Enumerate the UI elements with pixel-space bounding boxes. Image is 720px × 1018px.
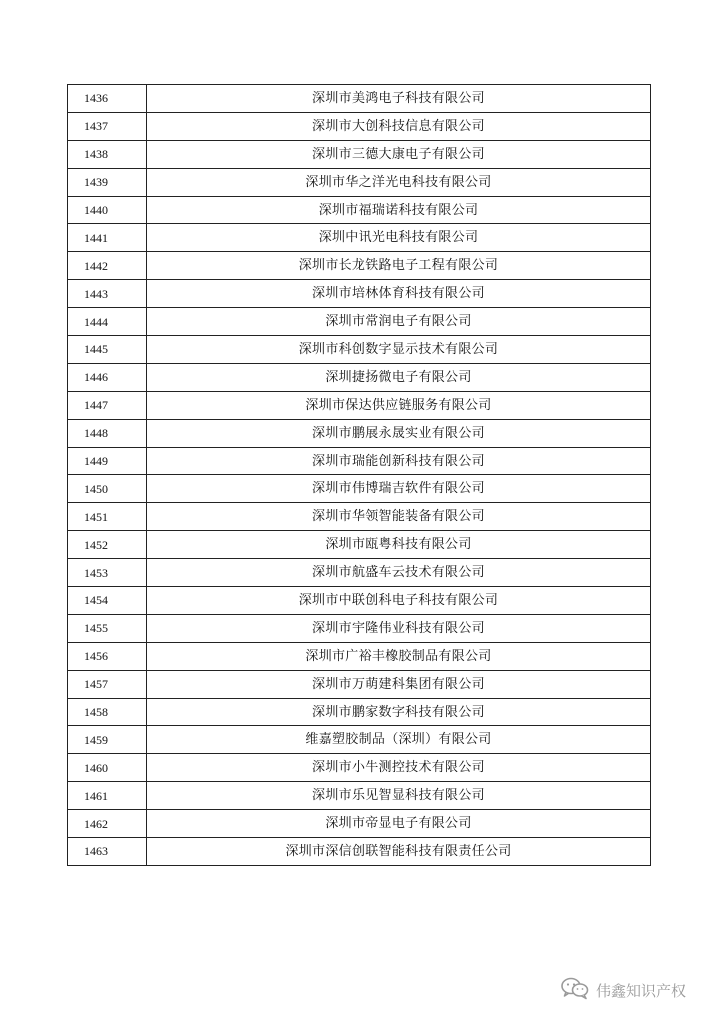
company-name: 深圳市伟博瑞吉软件有限公司 [147,475,651,503]
row-number: 1461 [68,782,147,810]
table-row [68,838,651,866]
company-name: 深圳市瓯粤科技有限公司 [147,531,651,559]
table-row [68,559,651,587]
table-row [68,280,651,308]
company-name: 深圳市帝显电子有限公司 [147,810,651,838]
row-number: 1456 [68,642,147,670]
row-number: 1443 [68,280,147,308]
table-row [68,252,651,280]
company-name: 深圳市华领智能装备有限公司 [147,503,651,531]
company-name: 深圳市华之洋光电科技有限公司 [147,168,651,196]
table-row [68,112,651,140]
row-number: 1449 [68,447,147,475]
row-number: 1451 [68,503,147,531]
row-number: 1460 [68,754,147,782]
company-name: 深圳市小牛测控技术有限公司 [147,754,651,782]
company-name: 深圳市中联创科电子科技有限公司 [147,587,651,615]
row-number: 1463 [68,838,147,866]
table-row [68,224,651,252]
row-number: 1462 [68,810,147,838]
row-number: 1448 [68,419,147,447]
watermark-text: 伟鑫知识产权 [596,981,687,1000]
company-name: 深圳市美鸿电子科技有限公司 [147,85,651,113]
table-row [68,754,651,782]
row-number: 1453 [68,559,147,587]
row-number: 1438 [68,140,147,168]
table-row [68,587,651,615]
row-number: 1446 [68,363,147,391]
row-number: 1442 [68,252,147,280]
row-number: 1440 [68,196,147,224]
table-row [68,85,651,113]
row-number: 1454 [68,587,147,615]
row-number: 1444 [68,308,147,336]
wechat-icon [560,976,590,1004]
row-number: 1441 [68,224,147,252]
table-row [68,782,651,810]
table-row [68,140,651,168]
company-name: 深圳中讯光电科技有限公司 [147,224,651,252]
company-name: 深圳市乐见智显科技有限公司 [147,782,651,810]
company-name: 深圳市长龙铁路电子工程有限公司 [147,252,651,280]
watermark [560,976,686,1004]
row-number: 1452 [68,531,147,559]
company-name: 深圳市大创科技信息有限公司 [147,112,651,140]
table-row [68,614,651,642]
table-row [68,810,651,838]
company-name: 深圳市深信创联智能科技有限责任公司 [147,838,651,866]
row-number: 1445 [68,336,147,364]
table-row [68,308,651,336]
row-number: 1457 [68,670,147,698]
table-row [68,503,651,531]
table-row [68,196,651,224]
table-row [68,391,651,419]
company-name: 深圳市保达供应链服务有限公司 [147,391,651,419]
company-list-table [67,84,651,866]
row-number: 1455 [68,614,147,642]
company-name: 深圳市福瑞诺科技有限公司 [147,196,651,224]
row-number: 1458 [68,698,147,726]
company-name: 深圳市鹏展永晟实业有限公司 [147,419,651,447]
row-number: 1450 [68,475,147,503]
company-name: 深圳市科创数字显示技术有限公司 [147,336,651,364]
row-number: 1459 [68,726,147,754]
company-name: 深圳市鹏家数字科技有限公司 [147,698,651,726]
company-name: 维嘉塑胶制品（深圳）有限公司 [147,726,651,754]
row-number: 1439 [68,168,147,196]
table-row [68,642,651,670]
table-row [68,336,651,364]
row-number: 1447 [68,391,147,419]
table-row [68,531,651,559]
table-row [68,475,651,503]
company-name: 深圳市万萌建科集团有限公司 [147,670,651,698]
table-row [68,168,651,196]
company-name: 深圳市广裕丰橡胶制品有限公司 [147,642,651,670]
company-name: 深圳市航盛车云技术有限公司 [147,559,651,587]
row-number: 1436 [68,85,147,113]
table-row [68,363,651,391]
table-row [68,726,651,754]
company-name: 深圳市三德大康电子有限公司 [147,140,651,168]
company-name: 深圳市宇隆伟业科技有限公司 [147,614,651,642]
company-name: 深圳捷扬微电子有限公司 [147,363,651,391]
table-row [68,698,651,726]
company-name: 深圳市瑞能创新科技有限公司 [147,447,651,475]
company-name: 深圳市常润电子有限公司 [147,308,651,336]
company-name: 深圳市培林体育科技有限公司 [147,280,651,308]
table-body [68,85,651,866]
table-row [68,419,651,447]
table-row [68,447,651,475]
row-number: 1437 [68,112,147,140]
table-row [68,670,651,698]
